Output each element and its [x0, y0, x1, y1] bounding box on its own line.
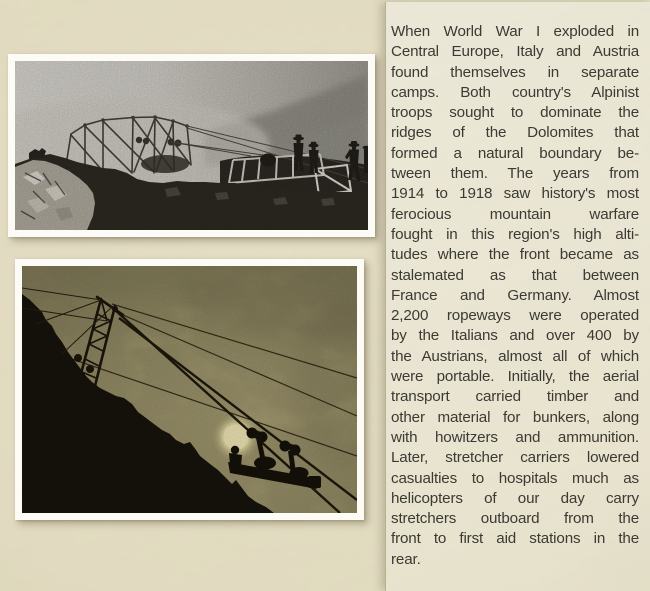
text-line: 2,200 ropeways were operated — [391, 307, 639, 325]
text-line: stalemated as that between — [391, 266, 639, 284]
text-line: tudes where the front became as — [391, 246, 639, 264]
text-line: France and Germany. Almost — [391, 286, 639, 304]
text-line: fought in this region's high alti- — [391, 225, 639, 243]
text-line: the Austrians, almost all of which — [391, 347, 639, 365]
text-line: front to first aid stations in the — [391, 530, 639, 548]
text-line: camps. Both country's Alpinist — [391, 83, 639, 101]
text-line: transport carried timber and — [391, 388, 639, 406]
text-line: tween them. The years from — [391, 165, 639, 183]
text-line: 1914 to 1918 saw history's most — [391, 185, 639, 203]
text-line: rear. — [391, 550, 421, 568]
article-text — [391, 22, 639, 570]
photo-ropeway-station — [8, 54, 375, 237]
photo-ropeway-station-image — [15, 61, 368, 230]
text-line: troops sought to dominate the — [391, 104, 639, 122]
text-line: with howitzers and ammunition. — [391, 428, 639, 446]
text-line: by the Italians and over 400 by — [391, 327, 639, 345]
text-line: Central Europe, Italy and Austria — [391, 43, 639, 61]
photo-cableway-silhouette-image — [22, 266, 357, 513]
text-line: When World War I exploded in — [391, 23, 639, 40]
text-line: stretchers outboard from the — [391, 510, 639, 528]
text-line: ferocious mountain warfare — [391, 205, 639, 223]
text-line: Later, stretcher carriers lowered — [391, 449, 639, 467]
text-line: ridges of the Dolomites that — [391, 124, 639, 142]
text-line: formed a natural boundary be- — [391, 144, 639, 162]
text-line: other material for bunkers, along — [391, 408, 639, 426]
text-line: were portable. Initially, the aerial — [391, 368, 639, 386]
text-line: found themselves in separate — [391, 63, 639, 81]
text-line: casualties to hospitals much as — [391, 469, 639, 487]
photo-cableway-silhouette — [15, 259, 364, 520]
text-line: helicopters of our day carry — [391, 489, 639, 507]
